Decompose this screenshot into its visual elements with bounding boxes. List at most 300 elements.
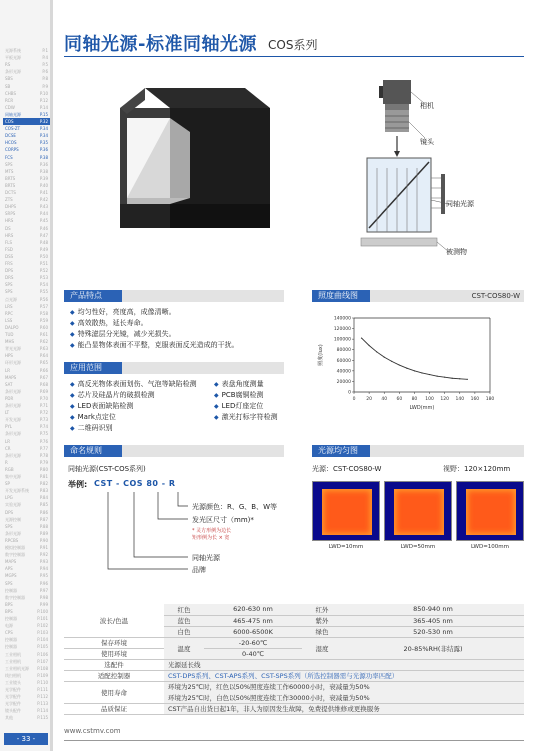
- sidebar-item-page: P.79: [39, 459, 48, 465]
- spec-cell: -20-60℃: [204, 637, 302, 648]
- spec-cell: 光源延长线: [164, 659, 524, 670]
- sidebar-item-page: P.54: [39, 282, 48, 288]
- sidebar-item-page: P.36: [39, 147, 48, 153]
- spec-cell: CST-DPS系列、CST-APS系列、CST-SPS系列（所选控制器需与光源功率匹配）: [164, 670, 524, 681]
- sidebar-item-page: P.70: [39, 395, 48, 401]
- features-list: [70, 307, 290, 351]
- sidebar-item[interactable]: [3, 658, 50, 665]
- sidebar-item-label: PYL: [5, 424, 12, 430]
- sidebar-item-label: RCR: [5, 97, 14, 103]
- sidebar-item-label: 条形光源: [5, 69, 21, 75]
- sidebar-item-page: P.102: [37, 623, 48, 629]
- naming-coaxial: 同轴光源: [192, 554, 220, 562]
- x-tick-label: 180: [485, 397, 495, 402]
- sidebar-item-label: SPS: [5, 523, 13, 529]
- sidebar-item-label: CDW: [5, 104, 15, 110]
- sidebar-item[interactable]: [3, 111, 50, 118]
- sidebar-item-label: SRPS: [5, 211, 16, 217]
- sidebar-item-label: 光源系统: [5, 48, 21, 53]
- sidebar-item[interactable]: [3, 90, 50, 97]
- sidebar-item-page: P.95: [39, 573, 48, 579]
- sidebar-item-label: MTS: [5, 168, 14, 174]
- sidebar-item-label: DPS: [5, 268, 14, 274]
- table-row: [64, 681, 524, 692]
- sidebar-item[interactable]: [3, 146, 50, 153]
- sidebar-item[interactable]: [3, 338, 50, 345]
- sidebar-item-label: CPS: [5, 630, 13, 636]
- sidebar-item[interactable]: [3, 175, 50, 182]
- sidebar-item[interactable]: [3, 68, 50, 75]
- sidebar-item-label: SPS: [5, 289, 13, 295]
- sidebar-item-label: 条形光源: [5, 388, 21, 394]
- sidebar-item[interactable]: [3, 168, 50, 175]
- sidebar-item-label: RGB: [5, 466, 14, 472]
- sidebar-item-label: 工业相机光源: [5, 665, 29, 671]
- sidebar-item[interactable]: [3, 253, 50, 260]
- sidebar-item[interactable]: [3, 210, 50, 217]
- sidebar-item-label: 条形光源: [5, 530, 21, 536]
- sidebar-item-page: P.94: [39, 566, 48, 572]
- spec-cell: 20-85%RH(非结露): [342, 637, 524, 659]
- sidebar-item-page: P.15: [39, 111, 48, 117]
- sidebar-item[interactable]: [3, 459, 50, 466]
- sidebar-item-label: SP: [5, 481, 10, 487]
- sidebar-item-page: P.83: [39, 488, 48, 494]
- sidebar-item-label: LT: [5, 410, 10, 416]
- sidebar-item-page: P.44: [39, 211, 48, 217]
- sidebar-item[interactable]: [3, 154, 50, 161]
- sidebar-item[interactable]: [3, 317, 50, 324]
- naming-color: 光源颜色：R、G、B、W等: [192, 503, 278, 511]
- sidebar-item-label: DRS: [5, 275, 14, 281]
- sidebar-item-page: P.34: [39, 126, 48, 132]
- y-tick-label: 60000: [336, 358, 351, 364]
- sidebar-item-label: 实验光源: [5, 502, 21, 508]
- sidebar-item-label: MHS: [5, 339, 14, 345]
- sidebar-item[interactable]: [3, 246, 50, 253]
- spec-cell: 蓝色: [164, 615, 204, 626]
- features-header: [64, 290, 284, 302]
- application-item: ◆ 激光打标字符检测: [214, 412, 304, 423]
- sidebar-item-page: P.53: [39, 275, 48, 281]
- sidebar-item[interactable]: [3, 473, 50, 480]
- naming-size-note2: 矩形例为长 × 宽: [192, 535, 230, 541]
- sidebar-item[interactable]: [3, 565, 50, 572]
- data-point: [444, 377, 445, 378]
- sidebar-item-label: 环形光源: [5, 360, 21, 366]
- sidebar-item[interactable]: [3, 281, 50, 288]
- data-point: [391, 361, 392, 362]
- sidebar-item-page: P.105: [37, 644, 48, 650]
- sidebar-item-page: P.45: [39, 218, 48, 224]
- uniformity-map-label: LWD=10mm: [328, 544, 364, 550]
- sidebar-item[interactable]: [3, 132, 50, 139]
- uniformity-map-label: LWD=50mm: [400, 544, 436, 550]
- sidebar-item-label: 数字控制器: [5, 594, 25, 600]
- sidebar-item[interactable]: [3, 494, 50, 501]
- spec-cell: 环境为25℃时，红色以50%照度连续工作60000小时，衰减量为50%: [164, 681, 524, 692]
- sidebar-item[interactable]: [3, 324, 50, 331]
- table-row: [64, 604, 524, 615]
- sidebar-item[interactable]: [3, 537, 50, 544]
- sidebar-item-page: P.38: [39, 154, 48, 160]
- sidebar-item-label: DCSE: [5, 133, 16, 139]
- sidebar-item[interactable]: [3, 672, 50, 679]
- sidebar-item-label: 同轴光源: [5, 111, 21, 117]
- sidebar-item-label: RPCBS: [5, 537, 19, 543]
- sidebar-item[interactable]: [3, 551, 50, 558]
- sidebar-item-label: 控制器: [5, 637, 17, 643]
- sidebar-item-label: MGPS: [5, 573, 17, 579]
- sidebar-item[interactable]: [3, 438, 50, 445]
- website-link[interactable]: www.cstmv.com: [64, 727, 121, 735]
- sidebar-item[interactable]: [3, 104, 50, 111]
- sidebar-item[interactable]: [3, 445, 50, 452]
- sidebar-item-label: 其他: [5, 715, 13, 721]
- sidebar-item-page: P.88: [39, 523, 48, 529]
- sidebar-item-label: DSS: [5, 253, 14, 259]
- sidebar-item[interactable]: [3, 714, 50, 721]
- sidebar-item[interactable]: [3, 587, 50, 594]
- sidebar-item-label: HRS: [5, 218, 14, 224]
- sidebar-item-label: 背光光源: [5, 346, 21, 352]
- sidebar-item[interactable]: [3, 643, 50, 650]
- sidebar-item[interactable]: [3, 239, 50, 246]
- sidebar-item-page: P.50: [39, 253, 48, 259]
- sidebar-item-page: P.1: [42, 48, 48, 53]
- sidebar-item[interactable]: [3, 75, 50, 82]
- sidebar-item-page: P.40: [39, 182, 48, 188]
- sidebar-item[interactable]: [3, 125, 50, 132]
- sidebar-item-label: 工业相机: [5, 651, 21, 657]
- sidebar-item-page: P.65: [39, 360, 48, 366]
- sidebar-item[interactable]: [3, 182, 50, 189]
- sidebar-item-page: P.69: [39, 388, 48, 394]
- sidebar-item-page: P.78: [39, 452, 48, 458]
- uniformity-heading: 光源均匀图: [312, 445, 370, 457]
- sidebar-item[interactable]: [3, 83, 50, 90]
- sidebar-item-label: TUD: [5, 332, 14, 337]
- sidebar-item[interactable]: [3, 139, 50, 146]
- x-tick-label: 0: [352, 397, 356, 402]
- sidebar-item-label: 开发光源系统: [5, 488, 29, 494]
- sidebar-item[interactable]: [3, 572, 50, 579]
- sidebar-item-page: P.89: [39, 530, 48, 536]
- applications-header: [64, 362, 284, 374]
- sidebar-item[interactable]: [3, 388, 50, 395]
- sidebar-item[interactable]: [3, 260, 50, 267]
- naming-heading: 命名规则: [64, 445, 122, 457]
- sidebar-item[interactable]: [3, 310, 50, 317]
- sidebar-item-label: FLS: [5, 239, 13, 245]
- sidebar-item[interactable]: [3, 47, 50, 54]
- application-item: ◆ PCB腐铜检测: [214, 390, 304, 401]
- sidebar-item[interactable]: [3, 423, 50, 430]
- sidebar-item[interactable]: [3, 487, 50, 494]
- spec-cell: 0-40℃: [204, 648, 302, 659]
- sidebar-item[interactable]: [3, 430, 50, 437]
- sidebar-item-label: 条形光源: [5, 431, 21, 437]
- sidebar-item-label: DS: [5, 225, 11, 231]
- x-tick-label: 20: [366, 397, 372, 402]
- sidebar-item-label: FCS: [5, 154, 13, 160]
- sidebar-item-page: P.63: [39, 346, 48, 352]
- sidebar-item-label: 工业镜头: [5, 679, 21, 685]
- sidebar-item[interactable]: [3, 523, 50, 530]
- sidebar-item[interactable]: [3, 466, 50, 473]
- sidebar-item-label: LSS: [5, 317, 13, 323]
- sidebar-item[interactable]: [3, 409, 50, 416]
- sidebar-item[interactable]: [3, 381, 50, 388]
- sidebar-item-label: 光学配件: [5, 687, 21, 692]
- sidebar-item-page: P.112: [37, 694, 48, 700]
- sidebar-item[interactable]: [3, 622, 50, 629]
- sidebar-item[interactable]: [3, 288, 50, 295]
- table-row: [64, 659, 524, 670]
- sidebar-item[interactable]: [3, 693, 50, 700]
- sidebar-item[interactable]: [3, 54, 50, 61]
- sidebar-item[interactable]: [3, 516, 50, 523]
- spec-cell: 紫外: [302, 615, 342, 626]
- uniformity-map-label: LWD=100mm: [470, 544, 510, 550]
- table-row: [64, 703, 524, 714]
- data-point: [406, 368, 407, 369]
- sidebar-item[interactable]: [3, 303, 50, 310]
- sidebar-item-page: P.114: [37, 708, 48, 714]
- sidebar-item[interactable]: [3, 203, 50, 210]
- x-tick-label: 60: [396, 397, 403, 402]
- sidebar-item[interactable]: [3, 217, 50, 224]
- sidebar-item-page: P.111: [37, 687, 48, 692]
- sidebar-item-page: P.66: [39, 367, 48, 373]
- sidebar-item-label: CORPS: [5, 147, 19, 153]
- spec-cell: 465-475 nm: [204, 615, 302, 626]
- x-tick-label: 80: [411, 397, 418, 402]
- features-heading: 产品特点: [64, 290, 122, 302]
- y-tick-label: 40000: [336, 369, 351, 375]
- sidebar-item[interactable]: [3, 629, 50, 636]
- coaxial-label: 同轴光源: [446, 200, 474, 208]
- sidebar-item-page: P.58: [39, 310, 48, 316]
- x-tick-label: 140: [455, 397, 465, 402]
- sidebar-item-label: 电源: [5, 623, 13, 629]
- y-tick-label: 80000: [336, 348, 351, 354]
- table-row: [64, 670, 524, 681]
- sidebar-item[interactable]: [3, 118, 50, 125]
- sidebar-item-label: PDR: [5, 395, 14, 401]
- spec-cell: CST产品自出货日起1年，非人为原因发生故障，免费提供维修或更换服务: [164, 703, 524, 714]
- sidebar-item[interactable]: [3, 686, 50, 693]
- y-tick-label: 0: [348, 390, 351, 396]
- sidebar-item[interactable]: [3, 636, 50, 643]
- naming-connectors: [100, 490, 200, 580]
- sidebar-item-page: P.59: [39, 317, 48, 323]
- y-axis-label: 照度(lux): [318, 344, 324, 366]
- sidebar-item[interactable]: [3, 601, 50, 608]
- sidebar-item-label: BPS: [5, 601, 13, 607]
- title-divider: [64, 56, 524, 57]
- sidebar-item-page: P.80: [39, 466, 48, 472]
- sidebar-item[interactable]: [3, 558, 50, 565]
- curve-header: [312, 290, 524, 302]
- data-point: [399, 364, 400, 365]
- sidebar-item-page: P.74: [39, 424, 48, 430]
- sidebar-item-page: P.34: [39, 133, 48, 139]
- sidebar-item[interactable]: [3, 189, 50, 196]
- spec-label: 品质保证: [64, 703, 164, 714]
- sidebar-item-label: COS-ZT: [5, 126, 21, 132]
- application-item: ◆ 高反光物体表面划伤、气泡等缺陷检测: [70, 379, 215, 390]
- sidebar-item-page: P.97: [39, 587, 48, 593]
- sidebar-item-page: P.67: [39, 374, 48, 380]
- sidebar-item-page: P.108: [37, 665, 48, 671]
- sidebar-item[interactable]: [3, 580, 50, 587]
- sidebar-item[interactable]: [3, 267, 50, 274]
- sidebar-item-label: LR: [5, 367, 11, 373]
- sidebar-item-page: P.57: [39, 303, 48, 309]
- spec-cell: 红外: [302, 604, 342, 615]
- sidebar-item-page: P.113: [37, 701, 48, 707]
- sidebar-item-page: P.48: [39, 239, 48, 245]
- x-axis-label: LWD(mm): [409, 405, 435, 411]
- sidebar-item-page: P.73: [39, 417, 48, 423]
- x-tick-label: 160: [470, 397, 480, 402]
- data-point: [452, 378, 453, 379]
- application-item: ◆ 芯片及硅晶片的破损检测: [70, 390, 215, 401]
- uniformity-source: 光源：CST-COS80-W: [312, 465, 382, 473]
- sidebar-item[interactable]: [3, 679, 50, 686]
- sidebar-item-page: P.36: [39, 161, 48, 167]
- sidebar-item[interactable]: [3, 416, 50, 423]
- spec-label: 适配控制器: [64, 670, 164, 681]
- feature-item: ◆ 高效散热，延长寿命。: [70, 318, 290, 329]
- page-number: - 33 -: [4, 733, 48, 745]
- sidebar-item[interactable]: [3, 374, 50, 381]
- application-item: ◆ Mark点定位: [70, 412, 215, 423]
- sidebar-item-label: COS: [5, 119, 14, 124]
- sidebar-item-label: 控制器: [5, 616, 17, 621]
- sidebar-item[interactable]: [3, 274, 50, 281]
- sidebar-item-page: P.87: [39, 516, 48, 522]
- sidebar-item-label: 线扫相机: [5, 672, 21, 678]
- sidebar-item-page: P.39: [39, 175, 48, 181]
- naming-size: 发光区尺寸（mm)*: [192, 516, 254, 524]
- sidebar-item-page: P.60: [39, 324, 48, 330]
- sidebar-item[interactable]: [3, 480, 50, 487]
- sidebar-item[interactable]: [3, 296, 50, 303]
- naming-example-code: CST - COS 80 - R: [94, 479, 176, 488]
- sidebar-item-page: P.8: [42, 76, 48, 82]
- sidebar-item[interactable]: [3, 161, 50, 168]
- sidebar-item[interactable]: [3, 501, 50, 508]
- sidebar-item[interactable]: [3, 61, 50, 68]
- sidebar-item-label: DHPS: [5, 204, 17, 210]
- sidebar-item[interactable]: [3, 395, 50, 402]
- spec-cell: 850-940 nm: [342, 604, 524, 615]
- sidebar-item-page: P.51: [39, 261, 48, 266]
- sidebar-item-label: RPC: [5, 310, 13, 316]
- sidebar-item[interactable]: [3, 700, 50, 707]
- data-point: [429, 374, 430, 375]
- sidebar-item-page: P.98: [39, 594, 48, 600]
- sidebar-item-page: P.115: [37, 715, 48, 721]
- sidebar-item-label: R: [5, 459, 8, 465]
- sidebar-item[interactable]: [3, 352, 50, 359]
- sidebar-item-page: P.6: [42, 69, 48, 75]
- y-tick-label: 20000: [336, 379, 351, 385]
- sidebar-item[interactable]: [3, 232, 50, 239]
- sidebar-item-label: LRS: [5, 303, 13, 309]
- sidebar-item[interactable]: [3, 367, 50, 374]
- application-item: ◆ LED灯座定位: [214, 401, 304, 412]
- sidebar-item[interactable]: [3, 608, 50, 615]
- data-point: [467, 379, 468, 380]
- sidebar-item[interactable]: [3, 544, 50, 551]
- sidebar-item-page: P.41: [39, 190, 48, 195]
- spec-label: 选配件: [64, 659, 164, 670]
- sidebar-item-label: SPS: [5, 580, 13, 586]
- object-label: 被测物: [446, 248, 467, 256]
- sidebar-item-label: BPS: [5, 608, 13, 614]
- sidebar-item-label: DALPO: [5, 324, 19, 330]
- sidebar-item-page: P.42: [39, 197, 48, 203]
- sidebar-item-page: P.104: [37, 637, 48, 643]
- sidebar-item-page: P.49: [39, 246, 48, 252]
- sidebar-item[interactable]: [3, 331, 50, 338]
- data-point: [361, 337, 362, 338]
- sidebar-item-label: SPS: [5, 161, 13, 167]
- sidebar-item-label: BRTS: [5, 182, 16, 188]
- sidebar-item-label: RS: [5, 62, 11, 68]
- sidebar-item[interactable]: [3, 707, 50, 714]
- sidebar-item[interactable]: [3, 615, 50, 622]
- x-tick-label: 40: [381, 397, 388, 402]
- sidebar-item-page: P.81: [39, 474, 48, 479]
- sidebar-item-label: SBS: [5, 76, 13, 82]
- data-point: [459, 378, 460, 379]
- sidebar-item[interactable]: [3, 225, 50, 232]
- y-tick-label: 100000: [333, 337, 351, 343]
- sidebar-item[interactable]: [3, 665, 50, 672]
- sidebar-item-label: SB: [5, 83, 11, 89]
- sidebar-item-page: P.110: [37, 679, 48, 685]
- applications-col1: [70, 379, 215, 434]
- sidebar-item[interactable]: [3, 196, 50, 203]
- sidebar-item[interactable]: [3, 97, 50, 104]
- sidebar-item[interactable]: [3, 594, 50, 601]
- sidebar-item-page: P.76: [39, 438, 48, 444]
- sidebar-item[interactable]: [3, 345, 50, 352]
- sidebar-item[interactable]: [3, 402, 50, 409]
- sidebar-item[interactable]: [3, 452, 50, 459]
- sidebar-item[interactable]: [3, 359, 50, 366]
- sidebar-item-page: P.47: [39, 232, 48, 238]
- sidebar-item-page: P.52: [39, 268, 48, 274]
- sidebar-item-page: P.92: [39, 552, 48, 558]
- spec-cell: 6000-6500K: [204, 626, 302, 637]
- sidebar-item-page: P.71: [39, 403, 48, 408]
- sidebar-item-label: LPG: [5, 495, 13, 501]
- sidebar-item-label: FRS: [5, 261, 13, 266]
- sidebar-item[interactable]: [3, 509, 50, 516]
- sidebar-item[interactable]: [3, 530, 50, 537]
- sidebar-item-page: P.64: [39, 353, 48, 359]
- sidebar-divider: [50, 0, 53, 751]
- sidebar-item-page: P.14: [39, 104, 48, 110]
- series-line: [362, 338, 468, 379]
- sidebar-item[interactable]: [3, 651, 50, 658]
- naming-size-note1: * 灵方形例为边长: [192, 528, 232, 534]
